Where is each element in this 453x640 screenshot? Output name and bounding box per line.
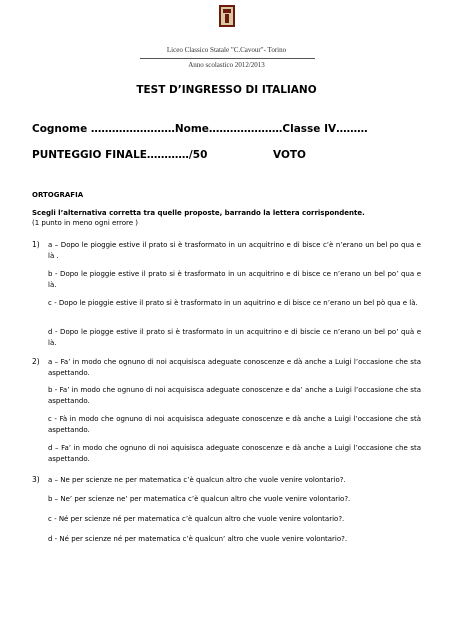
- school-name: Liceo Classico Statale "C.Cavour"- Torino: [166, 46, 287, 54]
- page-title: TEST D’INGRESSO DI ITALIANO: [136, 84, 317, 96]
- question-option: b - Dopo le pioggie estive il prato si è trasformato in un acquitrino e di bisce ce n’erano un bel po’ qua e là.: [48, 270, 421, 289]
- question-option: c - Né per scienze né per matematica c’è qualcun altro che vuole venire volontario?.: [48, 515, 345, 523]
- question-option: d - Dopo le piogge estive il prato si è trasformato in un acquitrino e di biscie ce n’erano un bel po’ quà e là.: [48, 328, 421, 347]
- instructions-bold: Scegli l’alternativa corretta tra quelle proposte, barrando la lettera corrispondente.: [32, 209, 365, 217]
- section-title: ORTOGRAFIA: [32, 191, 84, 199]
- header-divider: [140, 58, 315, 59]
- question-number: 1): [32, 240, 40, 249]
- question-option: c - Fà in modo che ognuno di noi acquisisca adeguate conoscenze e dà anche a Luigi l’occasione che stà aspettando.: [48, 415, 421, 434]
- question-option: c - Dopo le pioggie estive il prato si è trasformato in un aquitrino e di bisce ce n’erano un bel pò qua e là.: [48, 299, 418, 307]
- question-number: 3): [32, 475, 40, 484]
- instructions-note: (1 punto in meno ogni errore ): [32, 219, 139, 227]
- question-number: 2): [32, 357, 40, 366]
- school-logo-icon: [218, 4, 236, 28]
- question-option: b – Ne’ per scienze ne’ per matematica c’è qualcun altro che vuole venire volontario?.: [48, 495, 351, 503]
- question-option: b - Fa’ in modo che ognuno di noi acquisisca adeguate conoscenze e da’ anche a Luigi l’occasione che sta aspettando.: [48, 386, 421, 405]
- voto-label: VOTO: [273, 149, 306, 161]
- question-option: d – Fa’ in modo che ognuno di noi aquisisca adeguate conoscenze e dà anche a Luigi l’occasione che sta aspettando.: [48, 444, 421, 463]
- question-option: a – Fa’ in modo che ognuno di noi acquisisca adeguate conoscenze e dà anche a Luigi l’occasione che sta aspettando.: [48, 358, 421, 377]
- question-option: a – Ne per scienze ne per matematica c’è qualcun altro che vuole venire volontario?.: [48, 476, 346, 484]
- instructions: [32, 208, 421, 228]
- final-score-line: PUNTEGGIO FINALE…………/50: [32, 149, 208, 161]
- question-option: a – Dopo le pioggie estive il prato si è trasformato in un acquitrino e di bisce c’è n’erano un bel po qua e là .: [48, 241, 421, 260]
- question-option: d - Né per scienze né per matematica c’è qualcun’ altro che vuole venire volontario?.: [48, 535, 348, 543]
- student-info-line: Cognome ……………………Nome…………………Classe IV………: [32, 123, 368, 135]
- school-year: Anno scolastico 2012/2013: [188, 61, 265, 69]
